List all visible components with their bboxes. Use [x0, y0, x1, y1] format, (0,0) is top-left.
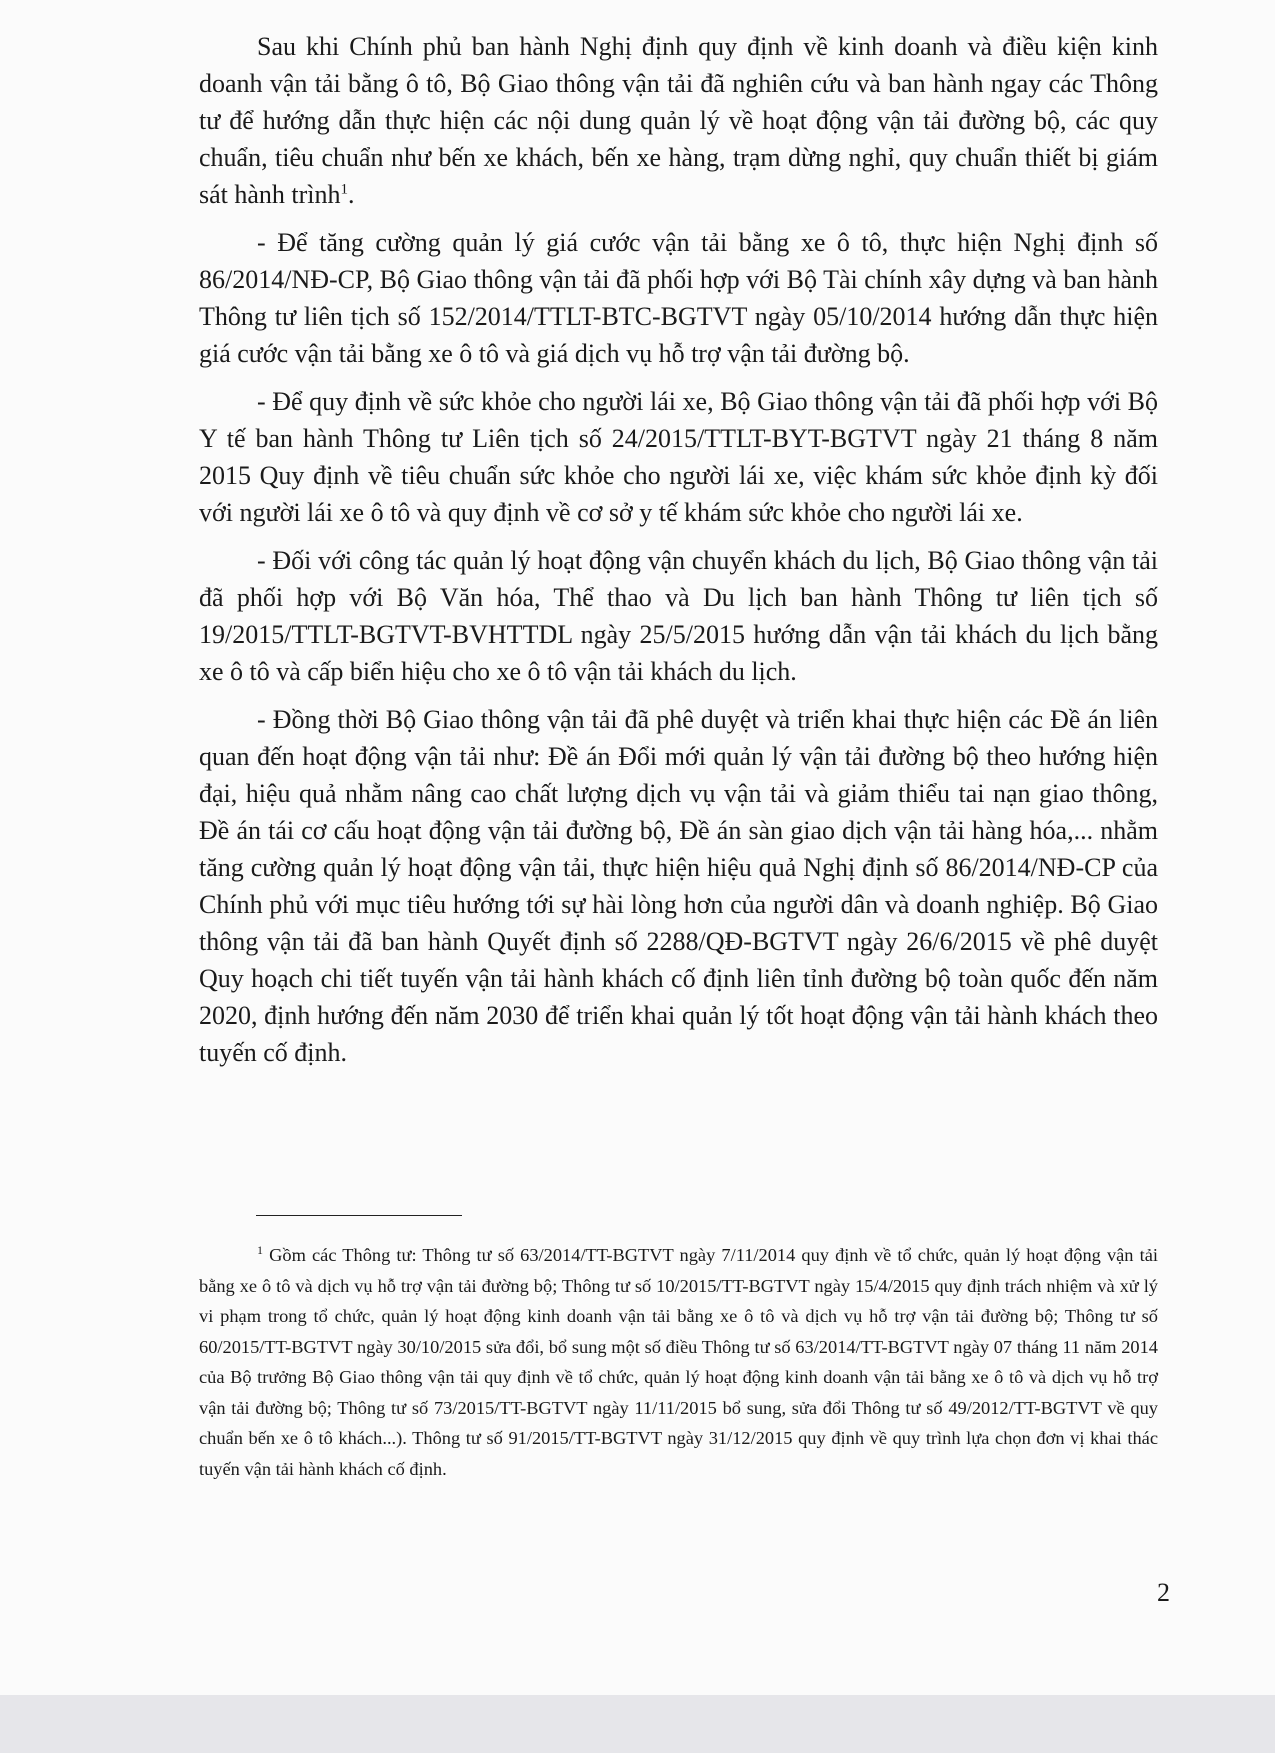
paragraph-3: - Để quy định về sức khỏe cho người lái xe, Bộ Giao thông vận tải đã phối hợp với Bộ Y tế ban hành Thông tư Liên tịch số 24/2015/TTLT-BYT-BGTVT ngày 21 tháng 8 năm 2015 Quy định về tiêu chuẩn sức khỏe cho người lái xe, việc khám sức khỏe định kỳ đối với người lái xe ô tô và quy định về cơ sở y tế khám sức khỏe cho người lái xe. — [199, 387, 1158, 527]
paragraph-1-end: . — [348, 180, 355, 209]
body-text — [199, 28, 1158, 1082]
footnote-text: Gồm các Thông tư: Thông tư số 63/2014/TT-BGTVT ngày 7/11/2014 quy định về tổ chức, quản lý hoạt động vận tải bằng xe ô tô và dịch vụ hỗ trợ vận tải đường bộ; Thông tư số 10/2015/TT-BGTVT ngày 15/4/2015 quy định trách nhiệm và xử lý vi phạm trong tổ chức, quản lý hoạt động kinh doanh vận tải bằng xe ô tô và dịch vụ hỗ trợ vận tải đường bộ; Thông tư số 60/2015/TT-BGTVT ngày 30/10/2015 sửa đổi, bổ sung một số điều Thông tư số 63/2014/TT-BGTVT ngày 07 tháng 11 năm 2014 của Bộ trưởng Bộ Giao thông vận tải quy định về tổ chức, quản lý hoạt động kinh doanh vận tải bằng xe ô tô và dịch vụ hỗ trợ vận tải đường bộ; Thông tư số 73/2015/TT-BGTVT ngày 11/11/2015 bổ sung, sửa đổi Thông tư số 49/2012/TT-BGTVT về quy chuẩn bến xe ô tô khách...). Thông tư số 91/2015/TT-BGTVT ngày 31/12/2015 quy định về quy trình lựa chọn đơn vị khai thác tuyến vận tải hành khách cố định. — [199, 1245, 1158, 1479]
paragraph-4: - Đối với công tác quản lý hoạt động vận chuyển khách du lịch, Bộ Giao thông vận tải đã phối hợp với Bộ Văn hóa, Thể thao và Du lịch ban hành Thông tư liên tịch số 19/2015/TTLT-BGTVT-BVHTTDL ngày 25/5/2015 hướng dẫn vận tải khách du lịch bằng xe ô tô và cấp biển hiệu cho xe ô tô vận tải khách du lịch. — [199, 546, 1158, 686]
page-number: 2 — [1157, 1578, 1170, 1607]
footnote — [199, 1240, 1158, 1484]
footnote-separator — [256, 1215, 462, 1216]
paragraph-1-text: Sau khi Chính phủ ban hành Nghị định quy định về kinh doanh và điều kiện kinh doanh vận tải bằng ô tô, Bộ Giao thông vận tải đã nghiên cứu và ban hành ngay các Thông tư để hướng dẫn thực hiện các nội dung quản lý về hoạt động vận tải đường bộ, các quy chuẩn, tiêu chuẩn như bến xe khách, bến xe hàng, trạm dừng nghỉ, quy chuẩn thiết bị giám sát hành trình — [199, 32, 1158, 209]
footnote-marker: 1 — [257, 1242, 263, 1257]
scan-background — [0, 1695, 1275, 1753]
paragraph-1 — [199, 28, 1158, 213]
footnote-reference: 1 — [340, 181, 349, 198]
paragraph-5: - Đồng thời Bộ Giao thông vận tải đã phê duyệt và triển khai thực hiện các Đề án liên quan đến hoạt động vận tải như: Đề án Đổi mới quản lý vận tải đường bộ theo hướng hiện đại, hiệu quả nhằm nâng cao chất lượng dịch vụ vận tải và giảm thiểu tai nạn giao thông, Đề án tái cơ cấu hoạt động vận tải đường bộ, Đề án sàn giao dịch vận tải hàng hóa,... nhằm tăng cường quản lý hoạt động vận tải, thực hiện hiệu quả Nghị định số 86/2014/NĐ-CP của Chính phủ với mục tiêu hướng tới sự hài lòng hơn của người dân và doanh nghiệp. Bộ Giao thông vận tải đã ban hành Quyết định số 2288/QĐ-BGTVT ngày 26/6/2015 về phê duyệt Quy hoạch chi tiết tuyến vận tải hành khách cố định liên tỉnh đường bộ toàn quốc đến năm 2020, định hướng đến năm 2030 để triển khai quản lý tốt hoạt động vận tải hành khách theo tuyến cố định. — [199, 705, 1158, 1067]
paragraph-2: - Để tăng cường quản lý giá cước vận tải bằng xe ô tô, thực hiện Nghị định số 86/2014/NĐ-CP, Bộ Giao thông vận tải đã phối hợp với Bộ Tài chính xây dựng và ban hành Thông tư liên tịch số 152/2014/TTLT-BTC-BGTVT ngày 05/10/2014 hướng dẫn thực hiện giá cước vận tải bằng xe ô tô và giá dịch vụ hỗ trợ vận tải đường bộ. — [199, 228, 1158, 368]
